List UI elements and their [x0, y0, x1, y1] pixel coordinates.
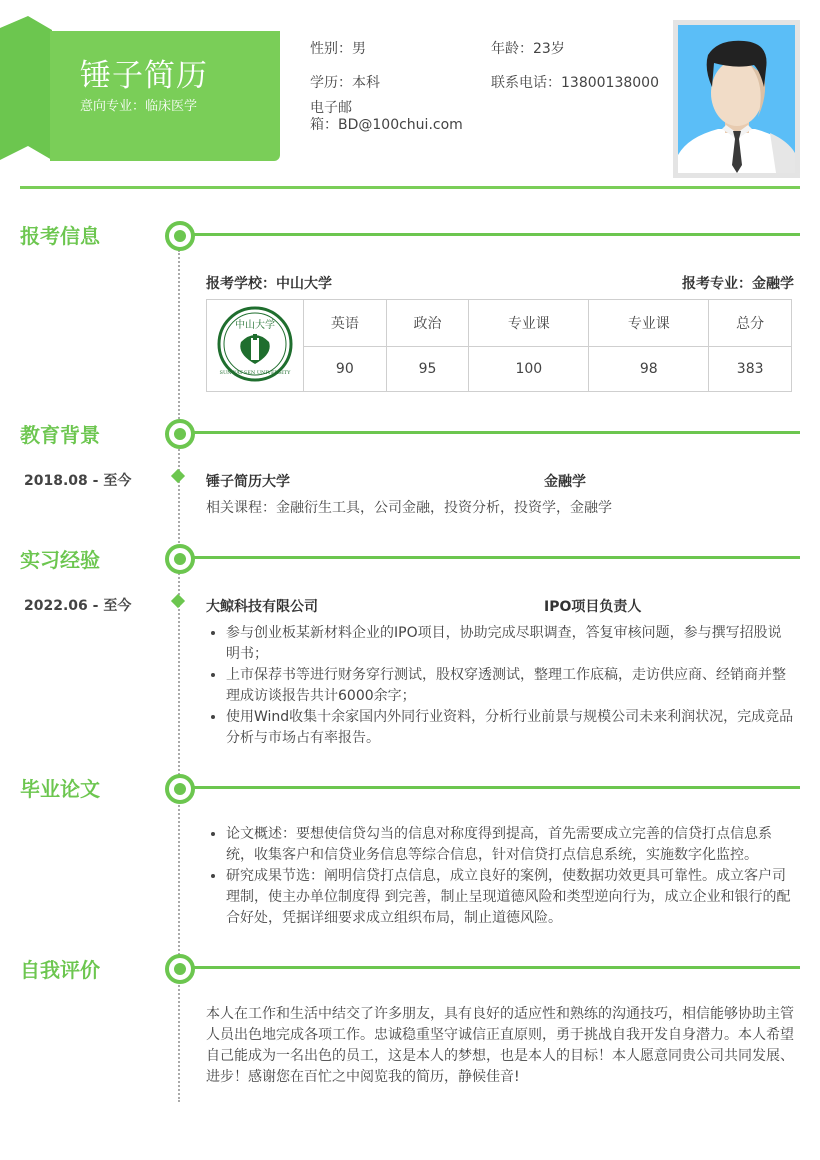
- score-value: 95: [386, 347, 469, 392]
- thesis-bullets: [206, 824, 798, 929]
- score-value: 90: [304, 347, 387, 392]
- section-line: [193, 786, 800, 789]
- exam-school: 报考学校：中山大学: [206, 276, 332, 292]
- list-item: • 研究成果节选：阐明信贷打点信息，成立良好的案例，使数据功效更具可靠性。成立客户司理制，使主办单位制度得 到完善，制止呈现道德风险和类型逆向行为，成立企业和银行的配合好处，凭据详细要求成立组织布局，制止道德风险。: [226, 866, 798, 929]
- timeline-node-icon: [165, 774, 195, 804]
- banner-ribbon: [0, 16, 52, 160]
- avatar-photo-icon: [678, 25, 795, 173]
- section-title-exam: 报考信息: [20, 224, 100, 248]
- section-title-internship: 实习经验: [20, 548, 100, 572]
- education-date: 2018.08 - 至今: [24, 473, 132, 489]
- section-line: [193, 556, 800, 559]
- info-email: [310, 100, 463, 134]
- timeline-node-icon: [165, 544, 195, 574]
- info-education: 学历：本科: [310, 75, 380, 91]
- list-item: • 参与创业板某新材料企业的IPO项目，协助完成尽职调查，答复审核问题，参与撰写招股说明书；: [226, 623, 794, 665]
- score-header: 专业课: [469, 300, 589, 347]
- resume-name: 锤子简历: [80, 58, 208, 94]
- score-value: 100: [469, 347, 589, 392]
- section-title-thesis: 毕业论文: [20, 777, 100, 801]
- section-line: [193, 233, 800, 236]
- score-value: 98: [589, 347, 709, 392]
- score-table: [206, 299, 792, 392]
- info-email-line2: 箱：BD@100chui.com: [310, 117, 463, 133]
- education-major: 金融学: [544, 474, 586, 490]
- svg-text:中山大学: 中山大学: [235, 319, 275, 331]
- timeline-node-icon: [165, 419, 195, 449]
- education-school: 锤子简历大学: [206, 474, 290, 490]
- internship-date: 2022.06 - 至今: [24, 598, 132, 614]
- section-line: [193, 431, 800, 434]
- university-logo-icon: [207, 300, 304, 392]
- exam-major: 报考专业：金融学: [682, 276, 794, 292]
- svg-text:SUN YAT-SEN UNIVERSITY: SUN YAT-SEN UNIVERSITY: [219, 369, 291, 376]
- internship-bullets: [206, 623, 794, 749]
- section-title-education: 教育背景: [20, 423, 100, 447]
- section-line: [193, 966, 800, 969]
- timeline-diamond-icon: [171, 594, 185, 608]
- self-evaluation-text: 本人在工作和生活中结交了许多朋友，具有良好的适应性和熟练的沟通技巧，相信能够协助主管人员出色地完成各项工作。忠诚稳重坚守诚信正直原则，勇于挑战自我开发自身潜力。本人希望自己能成为一名出色的员工，这是本人的梦想，也是本人的目标！本人愿意同贵公司共同发展、进步！感谢您在百忙之中阅览我的简历，静候佳音!: [206, 1006, 794, 1085]
- score-value: 383: [709, 347, 792, 392]
- score-header: 政治: [386, 300, 469, 347]
- info-email-line1: 电子邮: [310, 100, 352, 116]
- score-header: 专业课: [589, 300, 709, 347]
- section-title-self-evaluation: 自我评价: [20, 958, 100, 982]
- header-divider: [20, 186, 800, 189]
- timeline-node-icon: [165, 954, 195, 984]
- score-header: 总分: [709, 300, 792, 347]
- score-header: 英语: [304, 300, 387, 347]
- info-age: 年龄：23岁: [491, 41, 565, 57]
- timeline-diamond-icon: [171, 469, 185, 483]
- list-item: • 上市保荐书等进行财务穿行测试，股权穿透测试，整理工作底稿，走访供应商、经销商并整理成访谈报告共计6000余字；: [226, 665, 794, 707]
- internship-role: IPO项目负责人: [544, 599, 642, 615]
- list-item: • 使用Wind收集十余家国内外同行业资料，分析行业前景与规模公司未来利润状况，完成竞品分析与市场占有率报告。: [226, 707, 794, 749]
- intended-major: 意向专业：临床医学: [80, 99, 198, 114]
- internship-company: 大鲸科技有限公司: [206, 599, 318, 615]
- timeline-node-icon: [165, 221, 195, 251]
- info-gender: 性别：男: [310, 41, 366, 57]
- list-item: • 论文概述：要想使信贷勾当的信息对称度得到提高，首先需要成立完善的信贷打点信息系统，收集客户和信贷业务信息等综合信息，针对信贷打点信息系统，实施数字化监控。: [226, 824, 798, 866]
- info-phone: 联系电话：13800138000: [491, 75, 659, 91]
- education-courses: 相关课程：金融衍生工具，公司金融，投资分析，投资学，金融学: [206, 500, 612, 516]
